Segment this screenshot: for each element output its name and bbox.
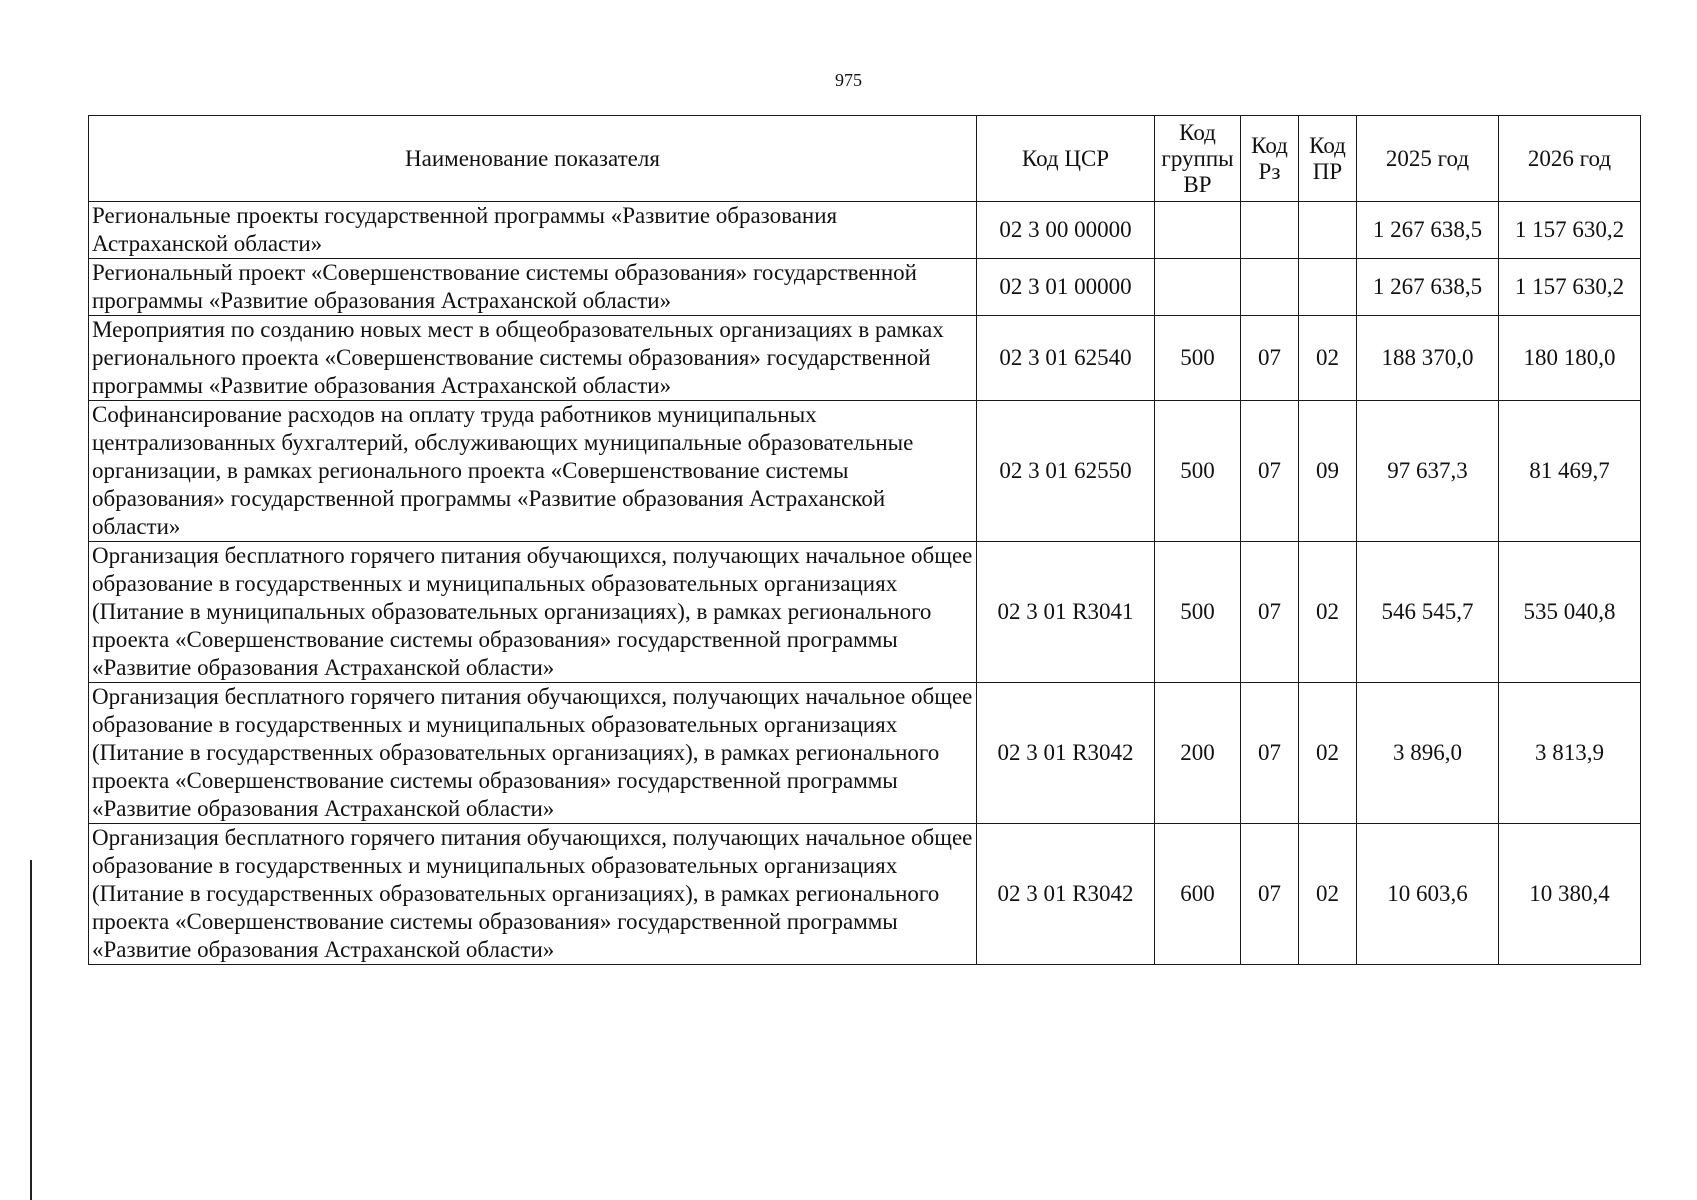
row-pr: 02 <box>1299 824 1357 965</box>
row-vr: 200 <box>1155 683 1241 824</box>
row-csr: 02 3 01 R3042 <box>977 683 1155 824</box>
row-csr: 02 3 01 R3041 <box>977 542 1155 683</box>
row-rz: 07 <box>1241 542 1299 683</box>
header-rz: Код Рз <box>1241 116 1299 202</box>
header-2026: 2026 год <box>1499 116 1641 202</box>
row-vr <box>1155 259 1241 316</box>
row-csr: 02 3 00 00000 <box>977 202 1155 259</box>
row-2025: 1 267 638,5 <box>1357 259 1499 316</box>
table-row <box>89 316 1641 401</box>
row-2025: 97 637,3 <box>1357 401 1499 542</box>
budget-table <box>88 115 1641 965</box>
row-pr: 02 <box>1299 542 1357 683</box>
header-csr: Код ЦСР <box>977 116 1155 202</box>
row-csr: 02 3 01 R3042 <box>977 824 1155 965</box>
page-number: 975 <box>835 70 862 90</box>
row-vr: 500 <box>1155 542 1241 683</box>
row-vr: 500 <box>1155 401 1241 542</box>
row-pr: 02 <box>1299 316 1357 401</box>
row-2025: 188 370,0 <box>1357 316 1499 401</box>
row-rz: 07 <box>1241 316 1299 401</box>
row-name: Софинансирование расходов на оплату труда работников муниципальных централизованных бухгалтерий, обслуживающих муниципальные образовательные организации, в рамках регионального проекта «Совершенствование системы образования» государственной программы «Развитие образования Астраханской области» <box>89 401 977 542</box>
row-2025: 546 545,7 <box>1357 542 1499 683</box>
table-row <box>89 401 1641 542</box>
row-rz: 07 <box>1241 683 1299 824</box>
row-2025: 1 267 638,5 <box>1357 202 1499 259</box>
row-2026: 1 157 630,2 <box>1499 202 1641 259</box>
row-name: Региональные проекты государственной программы «Развитие образования Астраханской области» <box>89 202 977 259</box>
row-pr: 09 <box>1299 401 1357 542</box>
header-name: Наименование показателя <box>89 116 977 202</box>
header-row <box>89 116 1641 202</box>
row-vr: 600 <box>1155 824 1241 965</box>
row-csr: 02 3 01 62540 <box>977 316 1155 401</box>
table-row <box>89 202 1641 259</box>
row-2025: 3 896,0 <box>1357 683 1499 824</box>
row-name: Организация бесплатного горячего питания обучающихся, получающих начальное общее образование в государственных и муниципальных образовательных организациях (Питание в муниципальных образовательных организациях), в рамках регионального проекта «Совершенствование системы образования» государственной программы «Развитие образования Астраханской области» <box>89 542 977 683</box>
header-2025: 2025 год <box>1357 116 1499 202</box>
row-rz: 07 <box>1241 401 1299 542</box>
row-rz <box>1241 202 1299 259</box>
header-vr: Код группы ВР <box>1155 116 1241 202</box>
row-name: Региональный проект «Совершенствование системы образования» государственной программы «Развитие образования Астраханской области» <box>89 259 977 316</box>
row-name: Мероприятия по созданию новых мест в общеобразовательных организациях в рамках регионального проекта «Совершенствование системы образования» государственной программы «Развитие образования Астраханской области» <box>89 316 977 401</box>
row-pr <box>1299 202 1357 259</box>
row-csr: 02 3 01 00000 <box>977 259 1155 316</box>
row-pr <box>1299 259 1357 316</box>
row-2026: 180 180,0 <box>1499 316 1641 401</box>
table-row <box>89 824 1641 965</box>
row-rz <box>1241 259 1299 316</box>
row-2026: 10 380,4 <box>1499 824 1641 965</box>
row-pr: 02 <box>1299 683 1357 824</box>
row-2026: 535 040,8 <box>1499 542 1641 683</box>
row-vr <box>1155 202 1241 259</box>
scan-edge-line <box>30 860 32 1200</box>
row-2026: 1 157 630,2 <box>1499 259 1641 316</box>
table-row <box>89 542 1641 683</box>
row-rz: 07 <box>1241 824 1299 965</box>
row-vr: 500 <box>1155 316 1241 401</box>
row-2025: 10 603,6 <box>1357 824 1499 965</box>
row-2026: 81 469,7 <box>1499 401 1641 542</box>
row-2026: 3 813,9 <box>1499 683 1641 824</box>
row-name: Организация бесплатного горячего питания обучающихся, получающих начальное общее образование в государственных и муниципальных образовательных организациях (Питание в государственных образовательных организациях), в рамках регионального проекта «Совершенствование системы образования» государственной программы «Развитие образования Астраханской области» <box>89 824 977 965</box>
table-row <box>89 683 1641 824</box>
row-csr: 02 3 01 62550 <box>977 401 1155 542</box>
row-name: Организация бесплатного горячего питания обучающихся, получающих начальное общее образование в государственных и муниципальных образовательных организациях (Питание в государственных образовательных организациях), в рамках регионального проекта «Совершенствование системы образования» государственной программы «Развитие образования Астраханской области» <box>89 683 977 824</box>
table-row <box>89 259 1641 316</box>
header-pr: Код ПР <box>1299 116 1357 202</box>
